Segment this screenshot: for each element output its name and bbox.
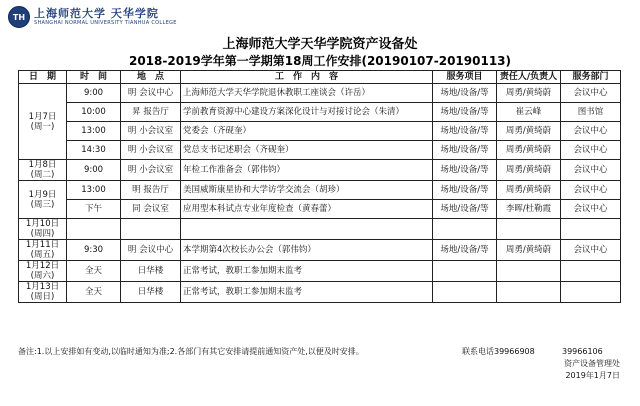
date-label: 1月7日	[28, 111, 57, 122]
weekday-label: (周五)	[30, 250, 55, 260]
place-cell: 明 报告厅	[121, 181, 181, 200]
weekday-label: (周一)	[30, 121, 55, 132]
content-cell: 正常考试，教职工参加期末监考	[181, 282, 433, 303]
content-cell: 本学期第4次校长办公会（郭伟钧）	[181, 240, 433, 261]
college-logo	[8, 4, 177, 30]
dept-cell: 会议中心	[561, 200, 621, 219]
dept-cell: 会议中心	[561, 122, 621, 141]
content-cell	[181, 219, 433, 240]
time-cell	[67, 219, 121, 240]
service-cell: 场地/设备/等	[433, 160, 497, 181]
person-cell	[497, 282, 561, 303]
time-cell: 9:30	[67, 240, 121, 261]
service-cell: 场地/设备/等	[433, 240, 497, 261]
service-cell: 场地/设备/等	[433, 84, 497, 103]
table-row	[19, 181, 621, 200]
dept-cell	[561, 219, 621, 240]
service-cell: 场地/设备/等	[433, 181, 497, 200]
content-cell: 年检工作准备会（郭伟钧）	[181, 160, 433, 181]
date-cell	[19, 181, 67, 219]
weekday-label: (周日)	[30, 292, 55, 302]
date-cell	[19, 84, 67, 160]
weekday-label: (周二)	[30, 170, 55, 180]
place-cell: 明 会议中心	[121, 240, 181, 261]
date-label: 1月11日	[25, 240, 60, 250]
column-header: 服务项目	[433, 71, 497, 84]
college-emblem-icon: TH	[8, 6, 30, 28]
person-cell: 周勇/黄绮蔚	[497, 84, 561, 103]
person-cell: 李晖/杜勒霞	[497, 200, 561, 219]
date-cell	[19, 160, 67, 181]
place-cell: 明 会议中心	[121, 84, 181, 103]
date-cell	[19, 219, 67, 240]
time-cell: 13:00	[67, 122, 121, 141]
person-cell: 崔云峰	[497, 103, 561, 122]
person-cell	[497, 261, 561, 282]
content-cell: 党总支书记述职会（齐砚奎）	[181, 141, 433, 160]
contact-phone-secondary: 39966106	[562, 347, 603, 356]
time-cell: 全天	[67, 282, 121, 303]
time-cell: 10:00	[67, 103, 121, 122]
time-cell: 9:00	[67, 160, 121, 181]
dept-cell	[561, 261, 621, 282]
time-cell: 9:00	[67, 84, 121, 103]
issue-date: 2019年1月7日	[565, 371, 620, 380]
person-cell: 周勇/黄绮蔚	[497, 141, 561, 160]
table-row	[19, 240, 621, 261]
table-row	[19, 160, 621, 181]
place-cell: 日华楼	[121, 282, 181, 303]
table-header-row	[19, 71, 621, 84]
service-cell	[433, 219, 497, 240]
date-label: 1月13日	[25, 282, 60, 292]
service-cell: 场地/设备/等	[433, 200, 497, 219]
page-title: 上海师范大学天华学院资产设备处	[222, 37, 418, 52]
dept-cell: 会议中心	[561, 181, 621, 200]
weekday-label: (周四)	[30, 229, 55, 239]
column-header: 服务部门	[561, 71, 621, 84]
table-row	[19, 122, 621, 141]
page-subtitle: 2018-2019学年第一学期第18周工作安排(20190107-20190113)	[128, 54, 512, 68]
place-cell	[121, 219, 181, 240]
place-cell: 明 小会议室	[121, 122, 181, 141]
content-cell: 党委会（齐砚奎）	[181, 122, 433, 141]
time-cell: 下午	[67, 200, 121, 219]
schedule-table	[18, 70, 621, 303]
column-header: 地 点	[121, 71, 181, 84]
column-header: 工 作 内 容	[181, 71, 433, 84]
service-cell: 场地/设备/等	[433, 141, 497, 160]
logo-subtext: SHANGHAI NORMAL UNIVERSITY TIANHUA COLLEGE	[34, 20, 177, 26]
weekday-label: (周六)	[30, 271, 55, 281]
table-row	[19, 84, 621, 103]
footer-note: 备注:1.以上安排如有变动,以临时通知为准;2.各部门有其它安排请提前通知资产处,以便及时安排。	[18, 347, 364, 356]
date-cell	[19, 240, 67, 261]
table-row	[19, 141, 621, 160]
service-cell	[433, 282, 497, 303]
column-header: 责任人/负责人	[497, 71, 561, 84]
column-header: 日 期	[19, 71, 67, 84]
dept-cell: 会议中心	[561, 160, 621, 181]
person-cell: 周勇/黄绮蔚	[497, 181, 561, 200]
content-cell: 上海师范大学天华学院退休教职工座谈会（许岳）	[181, 84, 433, 103]
dept-cell: 图书馆	[561, 103, 621, 122]
content-cell: 美国威斯康星协和大学访学交流会（胡珍）	[181, 181, 433, 200]
dept-cell: 会议中心	[561, 240, 621, 261]
content-cell: 正常考试，教职工参加期末监考	[181, 261, 433, 282]
person-cell	[497, 219, 561, 240]
dept-cell: 会议中心	[561, 84, 621, 103]
table-row	[19, 200, 621, 219]
dept-cell	[561, 282, 621, 303]
place-cell: 明 小会议室	[121, 141, 181, 160]
place-cell: 同 会议室	[121, 200, 181, 219]
column-header: 时 间	[67, 71, 121, 84]
service-cell: 场地/设备/等	[433, 122, 497, 141]
table-row	[19, 219, 621, 240]
table-row	[19, 261, 621, 282]
date-label: 1月12日	[25, 261, 60, 271]
time-cell: 全天	[67, 261, 121, 282]
place-cell: 明 小会议室	[121, 160, 181, 181]
table-row	[19, 282, 621, 303]
table-row	[19, 103, 621, 122]
place-cell: 日华楼	[121, 261, 181, 282]
date-label: 1月9日	[28, 189, 57, 200]
content-cell: 应用型本科试点专业年度检查（黄春蕾）	[181, 200, 433, 219]
issuer-signature: 资产设备管理处	[564, 359, 620, 368]
time-cell: 14:30	[67, 141, 121, 160]
date-cell	[19, 282, 67, 303]
person-cell: 周勇/黄绮蔚	[497, 240, 561, 261]
dept-cell: 会议中心	[561, 141, 621, 160]
date-label: 1月8日	[28, 160, 57, 170]
weekday-label: (周三)	[30, 199, 55, 210]
logo-text: 上海师范大学 天华学院	[34, 7, 159, 20]
contact-phone: 联系电话39966908	[462, 347, 535, 356]
service-cell	[433, 261, 497, 282]
date-cell	[19, 261, 67, 282]
time-cell: 13:00	[67, 181, 121, 200]
person-cell: 周勇/黄绮蔚	[497, 160, 561, 181]
content-cell: 学前教育资源中心建设方案深化设计与对接讨论会（朱清）	[181, 103, 433, 122]
place-cell: 昇 报告厅	[121, 103, 181, 122]
date-label: 1月10日	[25, 219, 60, 229]
service-cell: 场地/设备/等	[433, 103, 497, 122]
person-cell: 周勇/黄绮蔚	[497, 122, 561, 141]
